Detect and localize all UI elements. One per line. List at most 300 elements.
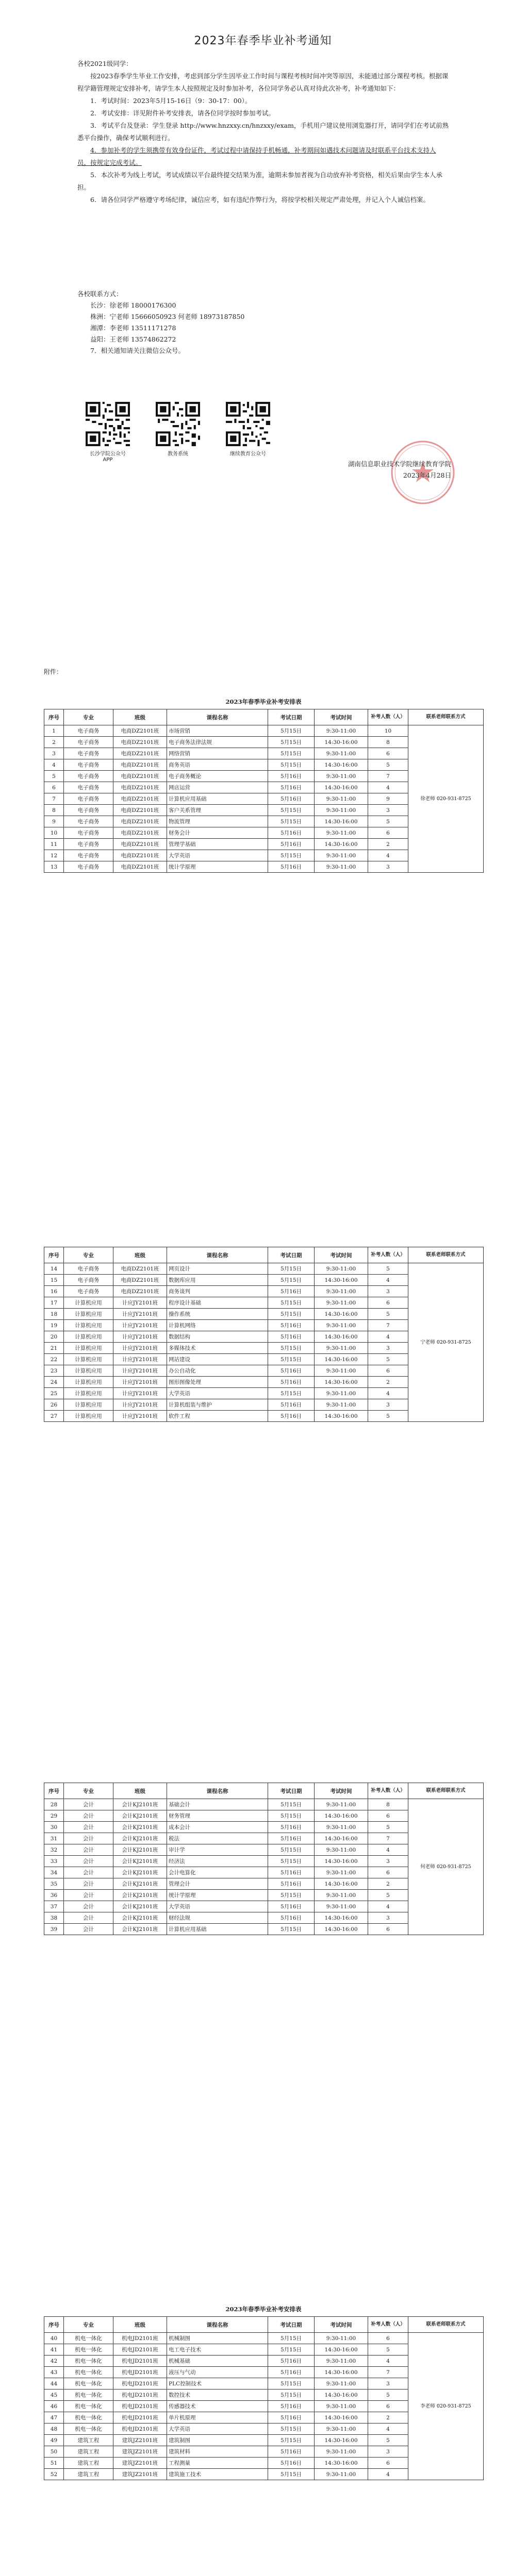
column-header: 考试日期 [268, 1783, 315, 1799]
table-cell: 3 [368, 805, 408, 816]
table-cell: 5月15日 [268, 725, 315, 737]
table-cell: 5月16日 [268, 861, 315, 873]
table-cell: 9:30-11:00 [315, 1890, 368, 1901]
table-cell: 44 [44, 2378, 64, 2389]
table-cell: 5月16日 [268, 1878, 315, 1890]
column-header: 专业 [64, 709, 113, 725]
table-cell: 4 [368, 2355, 408, 2367]
table-cell: 14:30-16:00 [315, 1833, 368, 1844]
table-cell: 9:30-11:00 [315, 725, 368, 737]
table-cell: 计应JY2101班 [113, 1297, 167, 1309]
table-cell: 9:30-11:00 [315, 793, 368, 805]
table-header-row [44, 1783, 484, 1799]
table-cell: 大学英语 [167, 850, 268, 861]
notice-page [0, 0, 528, 690]
table-cell: 机电一体化 [64, 2378, 113, 2389]
table-cell: 5月15日 [268, 1388, 315, 1399]
table-cell: 14:30-16:00 [315, 2344, 368, 2355]
exam-table [44, 2316, 484, 2480]
column-header: 序号 [44, 1247, 64, 1263]
table-cell: 电商DZ2101班 [113, 771, 167, 782]
table-cell: 操作系统 [167, 1309, 268, 1320]
table-cell: 2 [368, 1377, 408, 1388]
table-cell: 14:30-16:00 [315, 1411, 368, 1422]
table-cell: 2 [368, 2412, 408, 2424]
table-cell: 机电一体化 [64, 2367, 113, 2378]
table-cell: 9:30-11:00 [315, 1320, 368, 1331]
table-cell: 14:30-16:00 [315, 2412, 368, 2424]
table-cell: 5月15日 [268, 1263, 315, 1275]
table-cell: 6 [368, 748, 408, 759]
table-cell: 会计KJ2101班 [113, 1878, 167, 1890]
table-cell: 14:30-16:00 [315, 1309, 368, 1320]
table-cell: 电子商务 [64, 725, 113, 737]
table-cell: 5月15日 [268, 1297, 315, 1309]
column-header: 考试日期 [268, 1247, 315, 1263]
table-cell: 建筑工程 [64, 2458, 113, 2469]
table-cell: 5月16日 [268, 839, 315, 850]
table-cell: 计算机应用 [64, 1399, 113, 1411]
notice-paragraph: 3．考试平台及登录：学生登录 http://www.hnzxxy.cn/hnzxxy/exam，手机用户建议使用浏览器打开，请同学们在考试前熟悉平台操作，确保考试顺利进行。 [77, 122, 449, 142]
table-cell: 6 [368, 827, 408, 839]
table-cell: 机电JD2101班 [113, 2412, 167, 2424]
table-cell: 会计 [64, 1901, 113, 1912]
table-cell: 7 [368, 2367, 408, 2378]
exam-table [44, 1783, 484, 1935]
table-cell: 5月15日 [268, 2378, 315, 2389]
contacts-block [77, 289, 449, 357]
table-page [0, 1226, 528, 1762]
table-cell: 4 [368, 2424, 408, 2435]
table-row [44, 725, 484, 737]
table-cell: 4 [368, 850, 408, 861]
table-cell: 5 [368, 2344, 408, 2355]
table-cell: 商务谈判 [167, 1286, 268, 1297]
table-cell: 电商DZ2101班 [113, 861, 167, 873]
table-cell: 5月16日 [268, 827, 315, 839]
table-cell: 电子商务 [64, 827, 113, 839]
table-cell: 5月16日 [268, 2412, 315, 2424]
table-cell: 程序设计基础 [167, 1297, 268, 1309]
table-cell: 14:30-16:00 [315, 1856, 368, 1867]
table-cell: 5月16日 [268, 1912, 315, 1924]
table-cell: 建筑施工技术 [167, 2469, 268, 2480]
table-cell: 机电一体化 [64, 2344, 113, 2355]
table-cell: 会计 [64, 1799, 113, 1810]
table-cell: 5月15日 [268, 1309, 315, 1320]
table-cell: 会计 [64, 1890, 113, 1901]
table-cell: 46 [44, 2401, 64, 2412]
table-cell: 3 [368, 1286, 408, 1297]
table-cell: 9:30-11:00 [315, 1399, 368, 1411]
table-cell: 机电JD2101班 [113, 2401, 167, 2412]
table-cell: 9:30-11:00 [315, 1822, 368, 1833]
table-cell: 计算机组装与维护 [167, 1399, 268, 1411]
qr-caption: 继续教育公众号 [230, 451, 266, 457]
table-cell: 建筑JZ2101班 [113, 2446, 167, 2458]
column-header: 序号 [44, 709, 64, 725]
table-cell: 计算机应用 [64, 1388, 113, 1399]
table-cell: 大学英语 [167, 2424, 268, 2435]
table-cell: 电子商务法律法规 [167, 737, 268, 748]
table-cell: 电子商务 [64, 839, 113, 850]
contact-line: 益阳：王老师 13574862272 [90, 335, 176, 343]
table-cell: 5月16日 [268, 1320, 315, 1331]
table-cell: 会计KJ2101班 [113, 1901, 167, 1912]
table-cell: 51 [44, 2458, 64, 2469]
table-row [44, 1263, 484, 1275]
table-cell: 22 [44, 1354, 64, 1365]
table-cell: 计算机应用 [64, 1309, 113, 1320]
table-cell: 电商DZ2101班 [113, 805, 167, 816]
table-cell: 2 [368, 839, 408, 850]
table-cell: 网页设计 [167, 1263, 268, 1275]
notice-paragraph: 1．考试时间：2023年5月15-16日（9：30-17：00）。 [90, 97, 252, 105]
table-cell: 26 [44, 1399, 64, 1411]
column-header: 课程名称 [167, 2317, 268, 2333]
table-cell: 3 [368, 1399, 408, 1411]
table-cell: 5月16日 [268, 1365, 315, 1377]
exam-table [44, 709, 484, 873]
table-cell: 机电JD2101班 [113, 2367, 167, 2378]
table-cell: 5月16日 [268, 1901, 315, 1912]
table-cell: 5月15日 [268, 805, 315, 816]
table-cell: 5月16日 [268, 1286, 315, 1297]
table-cell: 机电一体化 [64, 2412, 113, 2424]
table-cell: 管理学基础 [167, 839, 268, 850]
notice-paragraph: 4．参加补考的学生须携带有效身份证件，考试过程中请保持手机畅通，补考期间如遇技术问题请及时联系平台技术支持人员，按规定完成考试。 [77, 146, 436, 166]
table-cell: 5月15日 [268, 1924, 315, 1935]
table-cell: 7 [368, 771, 408, 782]
table-cell: 14:30-16:00 [315, 1275, 368, 1286]
table-cell: 35 [44, 1878, 64, 1890]
table-cell: 经济法 [167, 1856, 268, 1867]
table-cell: 9:30-11:00 [315, 850, 368, 861]
table-cell: 建筑材料 [167, 2446, 268, 2458]
table-cell: 49 [44, 2435, 64, 2446]
table-cell: 会计KJ2101班 [113, 1890, 167, 1901]
table-title: 2023年春季毕业补考安排表 [225, 2306, 302, 2313]
table-cell: 5月15日 [268, 2435, 315, 2446]
qr-code-item [225, 402, 271, 463]
table-cell: 5月15日 [268, 1354, 315, 1365]
contact-line: 湘潭：李老师 13511171278 [90, 324, 176, 332]
table-cell: 会计KJ2101班 [113, 1822, 167, 1833]
table-cell: 14:30-16:00 [315, 1924, 368, 1935]
table-cell: 9:30-11:00 [315, 1388, 368, 1399]
table-cell: 9:30-11:00 [315, 1263, 368, 1275]
table-cell: 机电JD2101班 [113, 2378, 167, 2389]
qr-caption: 教务系统 [168, 451, 188, 457]
table-cell: 19 [44, 1320, 64, 1331]
table-cell: 电商DZ2101班 [113, 827, 167, 839]
table-cell: 机电一体化 [64, 2355, 113, 2367]
table-cell: 14 [44, 1263, 64, 1275]
table-cell: 商务英语 [167, 759, 268, 771]
table-cell: 38 [44, 1912, 64, 1924]
table-cell: 5月15日 [268, 850, 315, 861]
table-cell: 36 [44, 1890, 64, 1901]
table-cell: 电子商务 [64, 737, 113, 748]
table-cell: 建筑工程 [64, 2469, 113, 2480]
table-cell: 47 [44, 2412, 64, 2424]
table-cell: 5月15日 [268, 1890, 315, 1901]
table-cell: 14:30-16:00 [315, 2435, 368, 2446]
table-cell: 会计电算化 [167, 1867, 268, 1878]
table-cell: 5月16日 [268, 1833, 315, 1844]
table-cell: 传感器技术 [167, 2401, 268, 2412]
table-cell: 液压与气动 [167, 2367, 268, 2378]
table-cell: 2 [44, 737, 64, 748]
table-cell: 7 [368, 1833, 408, 1844]
signature-block [317, 459, 451, 481]
table-cell: 会计 [64, 1867, 113, 1878]
table-cell: 5月16日 [268, 2401, 315, 2412]
table-cell: 5月15日 [268, 1810, 315, 1822]
table-cell: 5 [368, 816, 408, 827]
table-cell: 29 [44, 1810, 64, 1822]
table-cell: 5 [368, 1309, 408, 1320]
table-cell: 计算机应用 [64, 1354, 113, 1365]
table-cell: 8 [368, 737, 408, 748]
table-cell: 6 [44, 782, 64, 793]
table-cell: 电子商务 [64, 1275, 113, 1286]
table-cell: 会计 [64, 1924, 113, 1935]
table-cell: 5月15日 [268, 1799, 315, 1810]
table-cell: 税法 [167, 1833, 268, 1844]
table-cell: 5 [368, 2435, 408, 2446]
table-cell: 统计学原理 [167, 861, 268, 873]
table-cell: 45 [44, 2389, 64, 2401]
qr-code-item [85, 402, 130, 463]
column-header: 联系老师联系方式 [408, 1783, 484, 1799]
table-cell: 机电JD2101班 [113, 2389, 167, 2401]
table-cell: 4 [368, 1844, 408, 1856]
table-cell: 机电JD2101班 [113, 2355, 167, 2367]
table-cell: 41 [44, 2344, 64, 2355]
table-cell: 机械基础 [167, 2355, 268, 2367]
table-cell: 5月15日 [268, 1856, 315, 1867]
table-cell: 34 [44, 1867, 64, 1878]
table-cell: 数据结构 [167, 1331, 268, 1343]
table-cell: 5月16日 [268, 771, 315, 782]
table-cell: 33 [44, 1856, 64, 1867]
column-header: 补考人数（人） [368, 1247, 408, 1263]
table-cell: 14:30-16:00 [315, 2458, 368, 2469]
table-cell: 10 [44, 827, 64, 839]
table-cell: 6 [368, 1867, 408, 1878]
qr-code-icon [226, 402, 270, 446]
table-cell: 5月16日 [268, 2446, 315, 2458]
table-cell: 财务会计 [167, 827, 268, 839]
table-header-row [44, 709, 484, 725]
contact-cell: 李老师 020-931-8725 [408, 2333, 484, 2480]
column-header: 考试时间 [315, 709, 368, 725]
table-cell: 计算机应用基础 [167, 1924, 268, 1935]
table-cell: 5月16日 [268, 2367, 315, 2378]
table-cell: 9:30-11:00 [315, 2333, 368, 2344]
table-cell: 4 [368, 1275, 408, 1286]
table-cell: 电商DZ2101班 [113, 816, 167, 827]
table-cell: 会计KJ2101班 [113, 1810, 167, 1822]
table-cell: 9:30-11:00 [315, 1343, 368, 1354]
table-cell: 6 [368, 2401, 408, 2412]
table-cell: 9:30-11:00 [315, 2378, 368, 2389]
greeting: 各校2021级同学： [77, 60, 133, 67]
table-cell: 1 [44, 725, 64, 737]
column-header: 补考人数（人） [368, 2317, 408, 2333]
table-cell: 30 [44, 1822, 64, 1833]
table-cell: 机电一体化 [64, 2333, 113, 2344]
table-cell: 会计 [64, 1833, 113, 1844]
table-cell: 机电JD2101班 [113, 2424, 167, 2435]
table-cell: 会计 [64, 1856, 113, 1867]
table-cell: 建筑工程 [64, 2435, 113, 2446]
column-header: 课程名称 [167, 1247, 268, 1263]
column-header: 补考人数（人） [368, 709, 408, 725]
table-cell: 37 [44, 1901, 64, 1912]
table-cell: 单片机原理 [167, 2412, 268, 2424]
table-cell: 5 [368, 2389, 408, 2401]
table-cell: 4 [368, 1901, 408, 1912]
table-cell: 12 [44, 850, 64, 861]
table-cell: 9:30-11:00 [315, 1286, 368, 1297]
table-cell: 7 [368, 1320, 408, 1331]
table-cell: 27 [44, 1411, 64, 1422]
table-cell: 5 [44, 771, 64, 782]
table-cell: 机电一体化 [64, 2389, 113, 2401]
table-cell: 计应JY2101班 [113, 1411, 167, 1422]
signature-date: 2023年4月28日 [403, 471, 451, 479]
notice-paragraph: 2．考试安排：详见附件补考安排表，请各位同学按时参加考试。 [90, 109, 275, 117]
table-cell: 3 [368, 2378, 408, 2389]
table-cell: 机电JD2101班 [113, 2333, 167, 2344]
table-cell: 统计学原理 [167, 1890, 268, 1901]
table-cell: 计算机应用 [64, 1343, 113, 1354]
table-cell: 21 [44, 1343, 64, 1354]
table-cell: 管理会计 [167, 1878, 268, 1890]
column-header: 专业 [64, 1247, 113, 1263]
table-cell: 大学英语 [167, 1901, 268, 1912]
table-cell: 9:30-11:00 [315, 1867, 368, 1878]
table-cell: 计算机应用 [64, 1297, 113, 1309]
table-cell: 25 [44, 1388, 64, 1399]
table-cell: 建筑制图 [167, 2435, 268, 2446]
qr-code-icon [156, 402, 200, 446]
table-cell: 图形图像处理 [167, 1377, 268, 1388]
table-cell: 9 [44, 816, 64, 827]
column-header: 序号 [44, 2317, 64, 2333]
table-cell: 9:30-11:00 [315, 1297, 368, 1309]
table-cell: 网店运营 [167, 782, 268, 793]
table-cell: 建筑JZ2101班 [113, 2458, 167, 2469]
table-cell: 计应JY2101班 [113, 1309, 167, 1320]
column-header: 班级 [113, 1783, 167, 1799]
table-cell: 网站建设 [167, 1354, 268, 1365]
table-cell: 会计KJ2101班 [113, 1924, 167, 1935]
table-cell: 电商DZ2101班 [113, 737, 167, 748]
table-cell: 办公自动化 [167, 1365, 268, 1377]
table-page [0, 690, 528, 1226]
table-cell: 会计 [64, 1878, 113, 1890]
table-cell: 9:30-11:00 [315, 748, 368, 759]
table-cell: 7 [44, 793, 64, 805]
table-cell: 5月15日 [268, 816, 315, 827]
table-cell: 建筑工程 [64, 2446, 113, 2458]
table-row [44, 1799, 484, 1810]
table-cell: 24 [44, 1377, 64, 1388]
column-header: 补考人数（人） [368, 1783, 408, 1799]
table-cell: 物流管理 [167, 816, 268, 827]
qr-caption: 长沙学院公众号APP [90, 451, 126, 463]
table-cell: 48 [44, 2424, 64, 2435]
table-cell: 5月15日 [268, 1343, 315, 1354]
table-cell: 成本会计 [167, 1822, 268, 1833]
table-cell: 5月15日 [268, 1844, 315, 1856]
table-cell: 计算机应用 [64, 1365, 113, 1377]
table-cell: 9:30-11:00 [315, 1844, 368, 1856]
table-cell: 工程测量 [167, 2458, 268, 2469]
table-cell: 5月16日 [268, 1331, 315, 1343]
table-cell: 5月16日 [268, 1377, 315, 1388]
table-cell: 电商DZ2101班 [113, 1275, 167, 1286]
table-cell: 5月15日 [268, 759, 315, 771]
table-cell: 18 [44, 1309, 64, 1320]
table-cell: 电商DZ2101班 [113, 725, 167, 737]
table-cell: 计算机网络 [167, 1320, 268, 1331]
table-cell: 电子商务 [64, 793, 113, 805]
table-cell: 电商DZ2101班 [113, 839, 167, 850]
table-cell: 会计 [64, 1810, 113, 1822]
table-cell: 计算机应用 [64, 1411, 113, 1422]
table-cell: PLC控制技术 [167, 2378, 268, 2389]
table-cell: 会计KJ2101班 [113, 1912, 167, 1924]
table-cell: 多媒体技术 [167, 1343, 268, 1354]
table-cell: 电商DZ2101班 [113, 748, 167, 759]
table-cell: 5 [368, 1354, 408, 1365]
table-cell: 计应JY2101班 [113, 1377, 167, 1388]
table-title: 2023年春季毕业补考安排表 [225, 698, 302, 705]
table-cell: 9:30-11:00 [315, 2446, 368, 2458]
table-cell: 5月15日 [268, 748, 315, 759]
table-cell: 大学英语 [167, 1388, 268, 1399]
table-cell: 机电一体化 [64, 2401, 113, 2412]
table-cell: 6 [368, 1365, 408, 1377]
column-header: 班级 [113, 709, 167, 725]
table-cell: 网络营销 [167, 748, 268, 759]
table-cell: 电子商务 [64, 850, 113, 861]
table-cell: 电商DZ2101班 [113, 759, 167, 771]
table-header-row [44, 2317, 484, 2333]
table-cell: 5 [368, 1822, 408, 1833]
column-header: 考试时间 [315, 1783, 368, 1799]
table-cell: 14:30-16:00 [315, 1354, 368, 1365]
table-cell: 17 [44, 1297, 64, 1309]
table-cell: 14:30-16:00 [315, 1377, 368, 1388]
table-cell: 电商DZ2101班 [113, 782, 167, 793]
table-cell: 5月16日 [268, 1399, 315, 1411]
table-cell: 9:30-11:00 [315, 2469, 368, 2480]
table-cell: 10 [368, 725, 408, 737]
table-cell: 5月15日 [268, 1275, 315, 1286]
table-cell: 计应JY2101班 [113, 1388, 167, 1399]
qr-code-icon [86, 402, 130, 446]
contact-cell: 宁老师 020-931-8725 [408, 1263, 484, 1422]
table-cell: 9:30-11:00 [315, 2355, 368, 2367]
exam-table [44, 1247, 484, 1422]
table-cell: 52 [44, 2469, 64, 2480]
table-cell: 会计KJ2101班 [113, 1799, 167, 1810]
